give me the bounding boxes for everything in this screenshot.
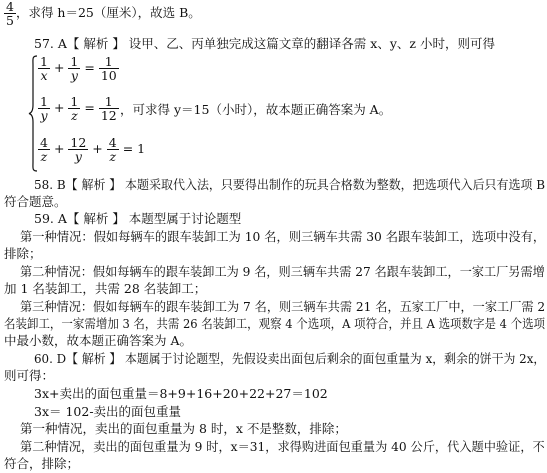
fraction-4-5: $\frac{4}{5}$ [6,0,14,28]
line-q60-case2-cont: 符合，排除； [4,456,80,471]
line-q59-case2-cont: 加 1 名装卸工，共需 28 名装卸工； [4,281,207,296]
line-q59-case3-cont: 名装卸工，一家需增加 3 名，共需 26 名装卸工，观察 4 个选项，A 项符合，并且 A 选项数字是 4 个选项 [4,316,546,331]
line-q57-result: ，可求得 y＝15（小时），故本题正确答案为 A。 [120,102,392,117]
line-q59-case2: 第二种情况：假如每辆车的跟车装卸工为 9 名，则三辆车共需 27 名跟车装卸工，一家工厂另需增 [20,264,545,279]
line-q59-case3: 第三种情况：假如每辆车的跟车装卸工为 7 名，则三辆车共需 21 名，五家工厂中，一家工厂需 2 [20,299,546,314]
line-q60-eq2: 3x＝ 102-卖出的面包重量 [34,404,182,419]
line-q59: 59. A【 解析 】 本题型属于讨论题型 [34,211,242,226]
line-q60-case1: 第一种情况，卖出的面包重量为 8 时，x 不是整数，排除； [20,421,347,436]
line-q59-case3-cont2: 中最小数，故本题正确答案为 A。 [4,333,193,348]
equation-1: $\frac{1}{x}$ + $\frac{1}{y}$ = $\frac{1}{10}$ [40,54,117,83]
line-q60-cont: 则可得： [4,368,55,383]
line-q58: 58. B【 解析 】 本题采取代入法，只要得出制作的玩具合格数为整数，把选项代入后只有选项 B [34,177,546,192]
equation-brace [28,55,38,172]
line-q59-case1: 第一种情况：假如每辆车的跟车装卸工为 10 名，则三辆车共需 30 名跟车装卸工，选项中没有， [20,229,546,244]
equation-2: $\frac{1}{y}$ + $\frac{1}{z}$ = $\frac{1}{12}$ [40,94,117,123]
line-q57: 57. A【 解析 】 设甲、乙、丙单独完成这篇文章的翻译各需 x、y、z 小时，则可得 [34,36,495,51]
line-q60-eq1: 3x+卖出的面包重量＝8+9+16+20+22+27＝102 [34,386,328,401]
line-q60: 60. D【 解析 】 本题属于讨论题型，先假设卖出面包后剩余的面包重量为 x，剩余的饼干为 2x， [34,351,546,366]
line-q60-case2: 第二种情况，卖出的面包重量为 9 时，x＝31，求得购进面包重量为 40 公斤，代入题中验证，不 [20,439,545,454]
line-q58-cont: 符合题意。 [4,194,67,209]
line-q59-case1-cont: 排除； [4,246,42,261]
line-q56-answer: $\frac{4}{5}$ ，求得 h＝25（厘米），故选 B。 [6,0,201,28]
equation-3: $\frac{4}{z}$ + $\frac{12}{y}$ + $\frac{4}{z}$ = 1 [40,135,146,164]
